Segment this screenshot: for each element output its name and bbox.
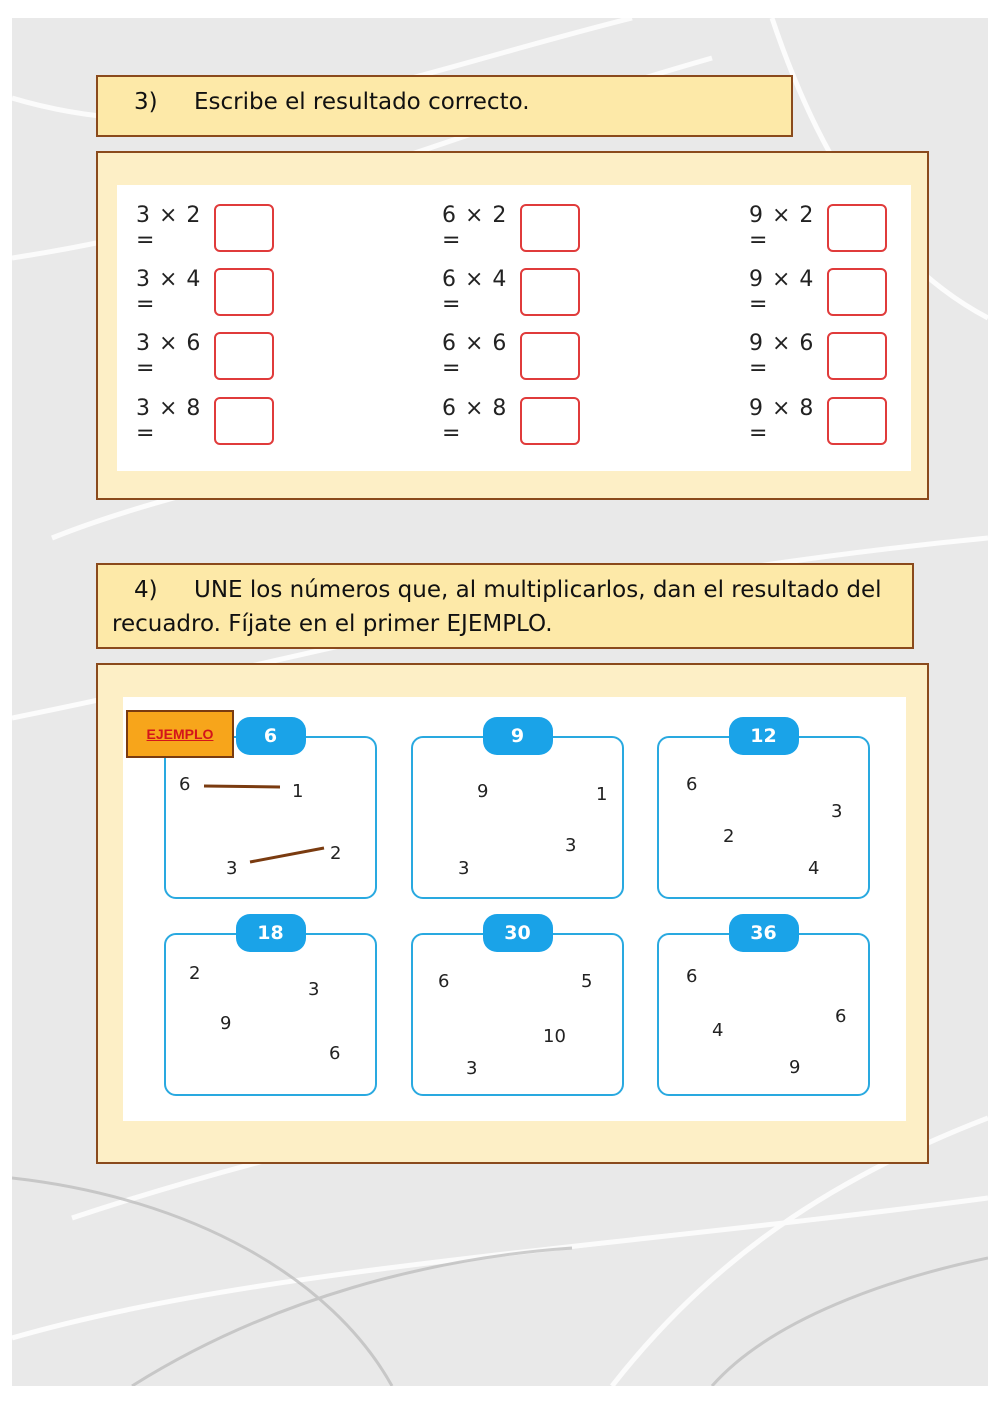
equation-row xyxy=(136,267,274,317)
target-badge: 6 xyxy=(236,717,306,755)
equation-text: 6 × 8 = xyxy=(442,396,508,446)
equation-text: 9 × 6 = xyxy=(749,331,815,381)
number-dot[interactable]: 3 xyxy=(308,979,320,1000)
equation-row xyxy=(442,267,580,317)
equation-row xyxy=(442,331,580,381)
number-dot[interactable]: 6 xyxy=(179,774,191,795)
exercise-3-number: 3) xyxy=(134,89,158,115)
example-label xyxy=(126,710,234,758)
number-dot[interactable]: 1 xyxy=(596,784,608,805)
equation-text: 9 × 2 = xyxy=(749,203,815,253)
equation-text: 6 × 4 = xyxy=(442,267,508,317)
equation-text: 9 × 8 = xyxy=(749,396,815,446)
equation-row xyxy=(442,396,580,446)
target-badge: 18 xyxy=(236,914,306,952)
answer-box[interactable] xyxy=(214,397,274,445)
number-dot[interactable]: 3 xyxy=(466,1058,478,1079)
number-dot[interactable]: 9 xyxy=(477,781,489,802)
answer-box[interactable] xyxy=(520,397,580,445)
answer-box[interactable] xyxy=(520,268,580,316)
match-box xyxy=(657,922,870,1096)
equation-row xyxy=(136,203,274,253)
match-box xyxy=(411,725,624,899)
number-dot[interactable]: 3 xyxy=(831,801,843,822)
number-dot[interactable]: 6 xyxy=(686,966,698,987)
equation-row xyxy=(136,331,274,381)
equation-text: 3 × 2 = xyxy=(136,203,202,253)
answer-box[interactable] xyxy=(214,268,274,316)
target-badge: 9 xyxy=(483,717,553,755)
target-badge: 12 xyxy=(729,717,799,755)
number-dot[interactable]: 10 xyxy=(543,1026,566,1047)
number-dot[interactable]: 5 xyxy=(581,971,593,992)
equation-row xyxy=(442,203,580,253)
number-dot[interactable]: 6 xyxy=(329,1043,341,1064)
answer-box[interactable] xyxy=(827,397,887,445)
number-dot[interactable]: 6 xyxy=(686,774,698,795)
answer-box[interactable] xyxy=(214,332,274,380)
equation-text: 9 × 4 = xyxy=(749,267,815,317)
answer-box[interactable] xyxy=(214,204,274,252)
equation-text: 6 × 2 = xyxy=(442,203,508,253)
number-dot[interactable]: 6 xyxy=(438,971,450,992)
answer-box[interactable] xyxy=(827,204,887,252)
answer-box[interactable] xyxy=(520,204,580,252)
target-badge: 36 xyxy=(729,914,799,952)
match-box xyxy=(657,725,870,899)
example-label-text: EJEMPLO xyxy=(146,726,214,742)
equation-text: 3 × 4 = xyxy=(136,267,202,317)
connect-line xyxy=(204,786,280,787)
equation-row xyxy=(749,267,887,317)
number-dot[interactable]: 3 xyxy=(565,835,577,856)
answer-box[interactable] xyxy=(827,268,887,316)
exercise-3-title xyxy=(96,75,793,137)
equation-row xyxy=(136,396,274,446)
number-dot[interactable]: 2 xyxy=(723,826,735,847)
exercise-3-inner xyxy=(117,185,911,471)
equation-row xyxy=(749,203,887,253)
example-lines xyxy=(166,738,379,901)
answer-box[interactable] xyxy=(520,332,580,380)
exercise-4-instruction: UNE los números que, al multiplicarlos, dan el resultado del recuadro. Fíjate en el primer EJEMPLO. xyxy=(112,577,882,637)
number-dot[interactable]: 9 xyxy=(789,1057,801,1078)
equation-text: 3 × 8 = xyxy=(136,396,202,446)
number-dot[interactable]: 2 xyxy=(330,843,342,864)
equation-row xyxy=(749,396,887,446)
number-dot[interactable]: 4 xyxy=(712,1020,724,1041)
number-dot[interactable]: 9 xyxy=(220,1013,232,1034)
number-dot[interactable]: 1 xyxy=(292,781,304,802)
equation-text: 3 × 6 = xyxy=(136,331,202,381)
number-dot[interactable]: 6 xyxy=(835,1006,847,1027)
target-badge: 30 xyxy=(483,914,553,952)
connect-line xyxy=(250,848,324,862)
match-box xyxy=(411,922,624,1096)
equation-text: 6 × 6 = xyxy=(442,331,508,381)
number-dot[interactable]: 3 xyxy=(226,858,238,879)
number-dot[interactable]: 3 xyxy=(458,858,470,879)
exercise-4-number: 4) xyxy=(134,577,158,603)
equation-row xyxy=(749,331,887,381)
exercise-3-panel xyxy=(96,151,929,500)
exercise-3-instruction: Escribe el resultado correcto. xyxy=(194,89,530,115)
exercise-4-title xyxy=(96,563,914,649)
match-box xyxy=(164,922,377,1096)
number-dot[interactable]: 2 xyxy=(189,963,201,984)
number-dot[interactable]: 4 xyxy=(808,858,820,879)
answer-box[interactable] xyxy=(827,332,887,380)
